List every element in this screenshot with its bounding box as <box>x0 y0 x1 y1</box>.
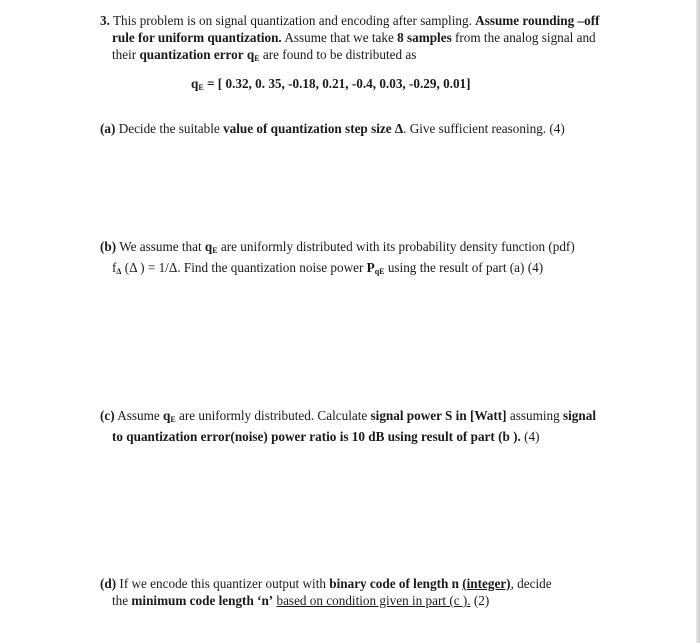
problem-number: 3. <box>100 13 110 28</box>
part-d-line-1: (d) If we encode this quantizer output with binary code of length n (integer), decide <box>100 576 552 591</box>
part-c-line-1: (c) Assume $q_E$ are uniformly distributed. Calculate signal power S in [Watt] assuming signal <box>100 408 596 424</box>
problem-line-2: rule for uniform quantization. Assume that we take 8 samples from the analog signal and <box>112 30 596 45</box>
part-c-label: (c) <box>100 408 115 423</box>
part-c <box>100 407 596 445</box>
part-b <box>100 238 575 280</box>
problem-line-3: their quantization error $q_E$ are found to be distributed as <box>112 47 417 63</box>
part-a: (a) Decide the suitable value of quantization step size Δ. Give sufficient reasoning. (4) <box>100 121 565 136</box>
part-d <box>100 575 552 609</box>
part-d-label: (d) <box>100 576 117 591</box>
quantization-error-equation: $q_E$ = [ 0.32, 0. 35, -0.18, 0.21, -0.4, 0.03, -0.29, 0.01] <box>191 76 471 92</box>
part-c-line-2: to quantization error(noise) power ratio is 10 dB using result of part (b ). (4) <box>112 429 540 444</box>
page-edge-shadow <box>696 0 700 643</box>
problem-line-1: 3. This problem is on signal quantization and encoding after sampling. Assume rounding –off <box>100 13 600 28</box>
part-a-label: (a) <box>100 121 116 136</box>
problem-statement <box>100 12 620 67</box>
part-b-label: (b) <box>100 239 117 254</box>
part-d-line-2: the minimum code length ‘n’ based on condition given in part (c ). (2) <box>112 593 490 608</box>
part-b-line-1: (b) We assume that $q_E$ are uniformly distributed with its probability density function (pdf) <box>100 239 575 255</box>
part-b-line-2: $f_\Delta$ (Δ ) = 1/Δ. Find the quantization noise power $P_{qE}$ using the result of part (a) (4) <box>112 260 544 276</box>
